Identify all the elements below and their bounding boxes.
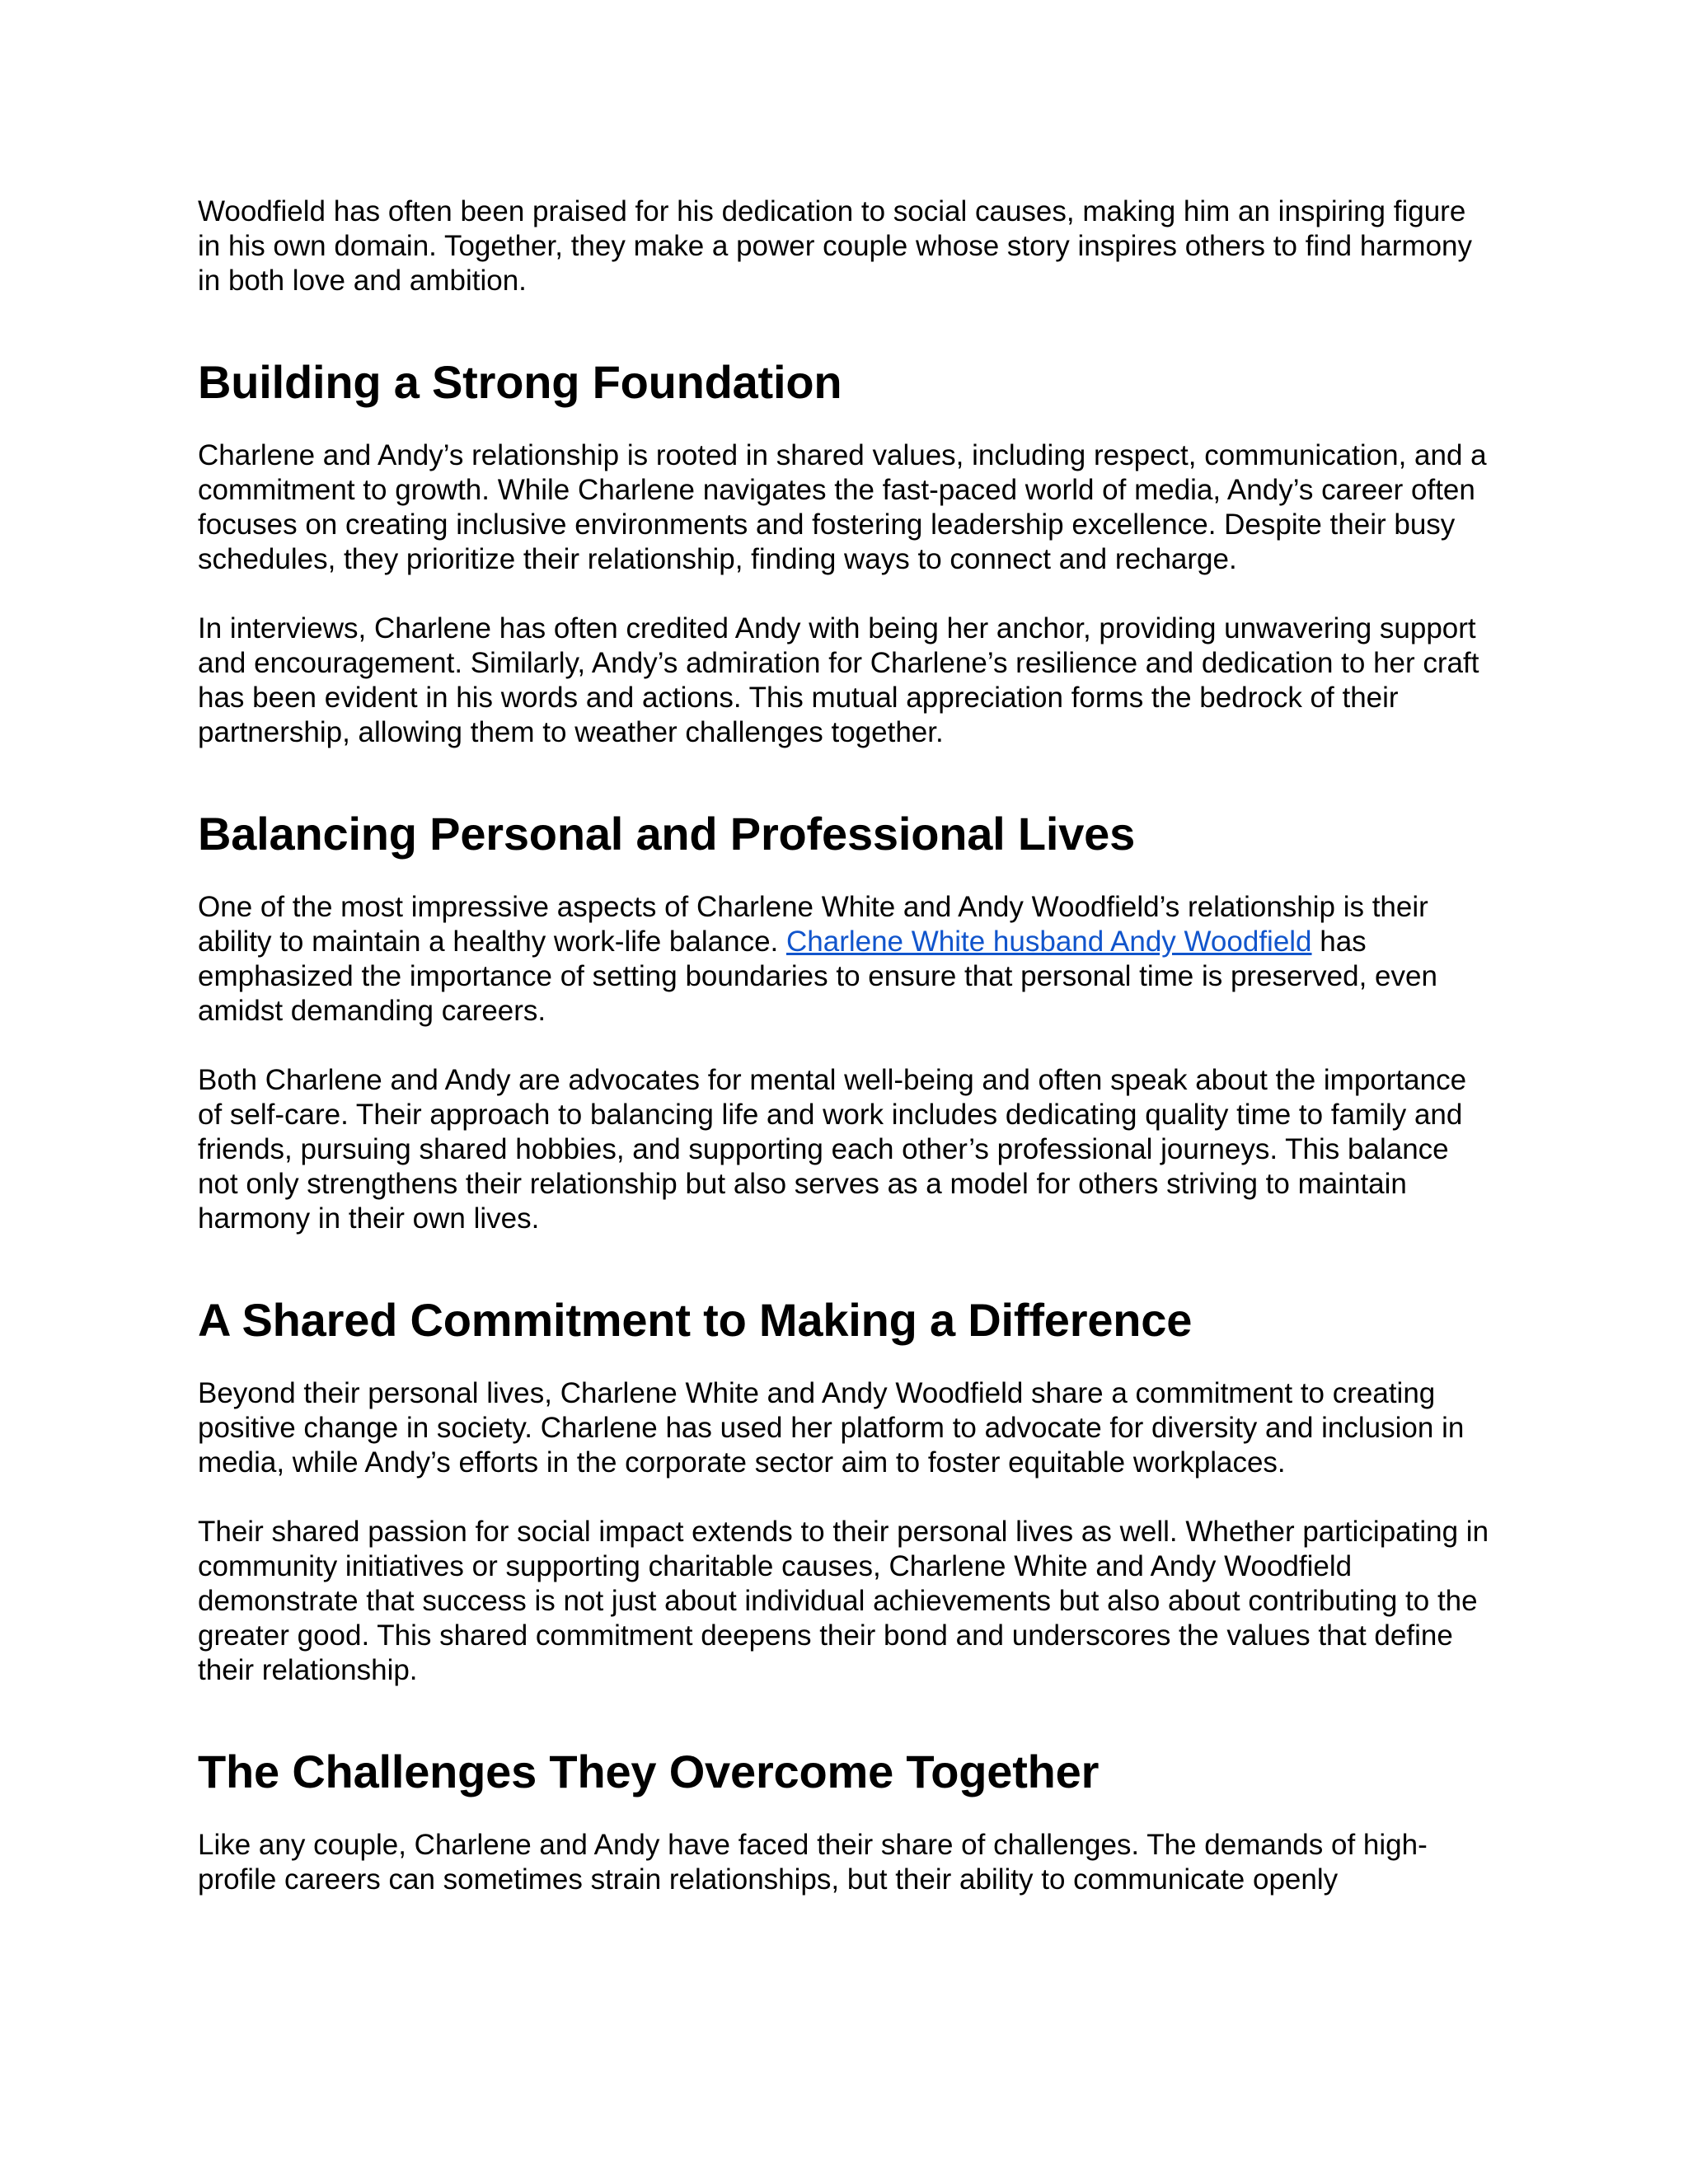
foundation-paragraph-1: Charlene and Andy’s relationship is rooted in shared values, including respect, communication, and a commitment to growth. While Charlene navigates the fast-paced world of media, Andy’s career often focuses on creating inclusive environments and fostering leadership excellence. Despite their busy schedules, they prioritize their relationship, finding ways to connect and recharge. xyxy=(198,439,1487,575)
balancing-text-after-link: has emphasized the importance of setting boundaries to ensure that personal time is preserved, even amidst demanding careers. xyxy=(198,926,1437,1027)
commitment-paragraph-2: Their shared passion for social impact extends to their personal lives as well. Whether participating in community initiatives or supporting charitable causes, Charlene White and Andy Woodfield demonstrate that success is not just about individual achievements but also about contributing to the greater good. This shared commitment deepens their bond and underscores the values that define their relationship. xyxy=(198,1516,1489,1686)
andy-woodfield-link[interactable]: Charlene White husband Andy Woodfield xyxy=(785,926,1312,958)
balancing-paragraph-2: Both Charlene and Andy are advocates for mental well-being and often speak about the importance of self-care. Their approach to balancing life and work includes dedicating quality time to family and friends, pursuing shared hobbies, and supporting each other’s professional journeys. This balance not only strengthens their relationship but also serves as a model for others striving to maintain harmony in their own lives. xyxy=(198,1064,1467,1235)
foundation-paragraph-2: In interviews, Charlene has often credited Andy with being her anchor, providing unwavering support and encouragement. Similarly, Andy’s admiration for Charlene’s resilience and dedication to her craft has been evident in his words and actions. This mutual appreciation forms the bedrock of their partnership, allowing them to weather challenges together. xyxy=(198,612,1479,748)
intro-paragraph: Woodfield has often been praised for his dedication to social causes, making him an inspiring figure in his own domain. Together, they make a power couple whose story inspires others to find harmony in both love and ambition. xyxy=(198,195,1473,297)
section-heading-foundation: Building a Strong Foundation xyxy=(198,356,842,408)
balancing-paragraph-1 xyxy=(198,890,1492,1029)
commitment-paragraph-1: Beyond their personal lives, Charlene White and Andy Woodfield share a commitment to creating positive change in society. Charlene has used her platform to advocate for diversity and inclusion in media, while Andy’s efforts in the corporate sector aim to foster equitable workplaces. xyxy=(198,1377,1465,1479)
challenges-paragraph-1: Like any couple, Charlene and Andy have faced their share of challenges. The demands of high-profile careers can sometimes strain relationships, but their ability to communicate openly xyxy=(198,1829,1428,1896)
balancing-text-before-link: One of the most impressive aspects of Charlene White and Andy Woodfield’s relationship is their ability to maintain a healthy work-life balance. xyxy=(198,891,1428,958)
section-heading-commitment: A Shared Commitment to Making a Difference xyxy=(198,1294,1193,1346)
document-page xyxy=(198,194,1492,1897)
section-heading-balancing: Balancing Personal and Professional Lives xyxy=(198,808,1136,860)
section-heading-challenges: The Challenges They Overcome Together xyxy=(198,1746,1100,1797)
